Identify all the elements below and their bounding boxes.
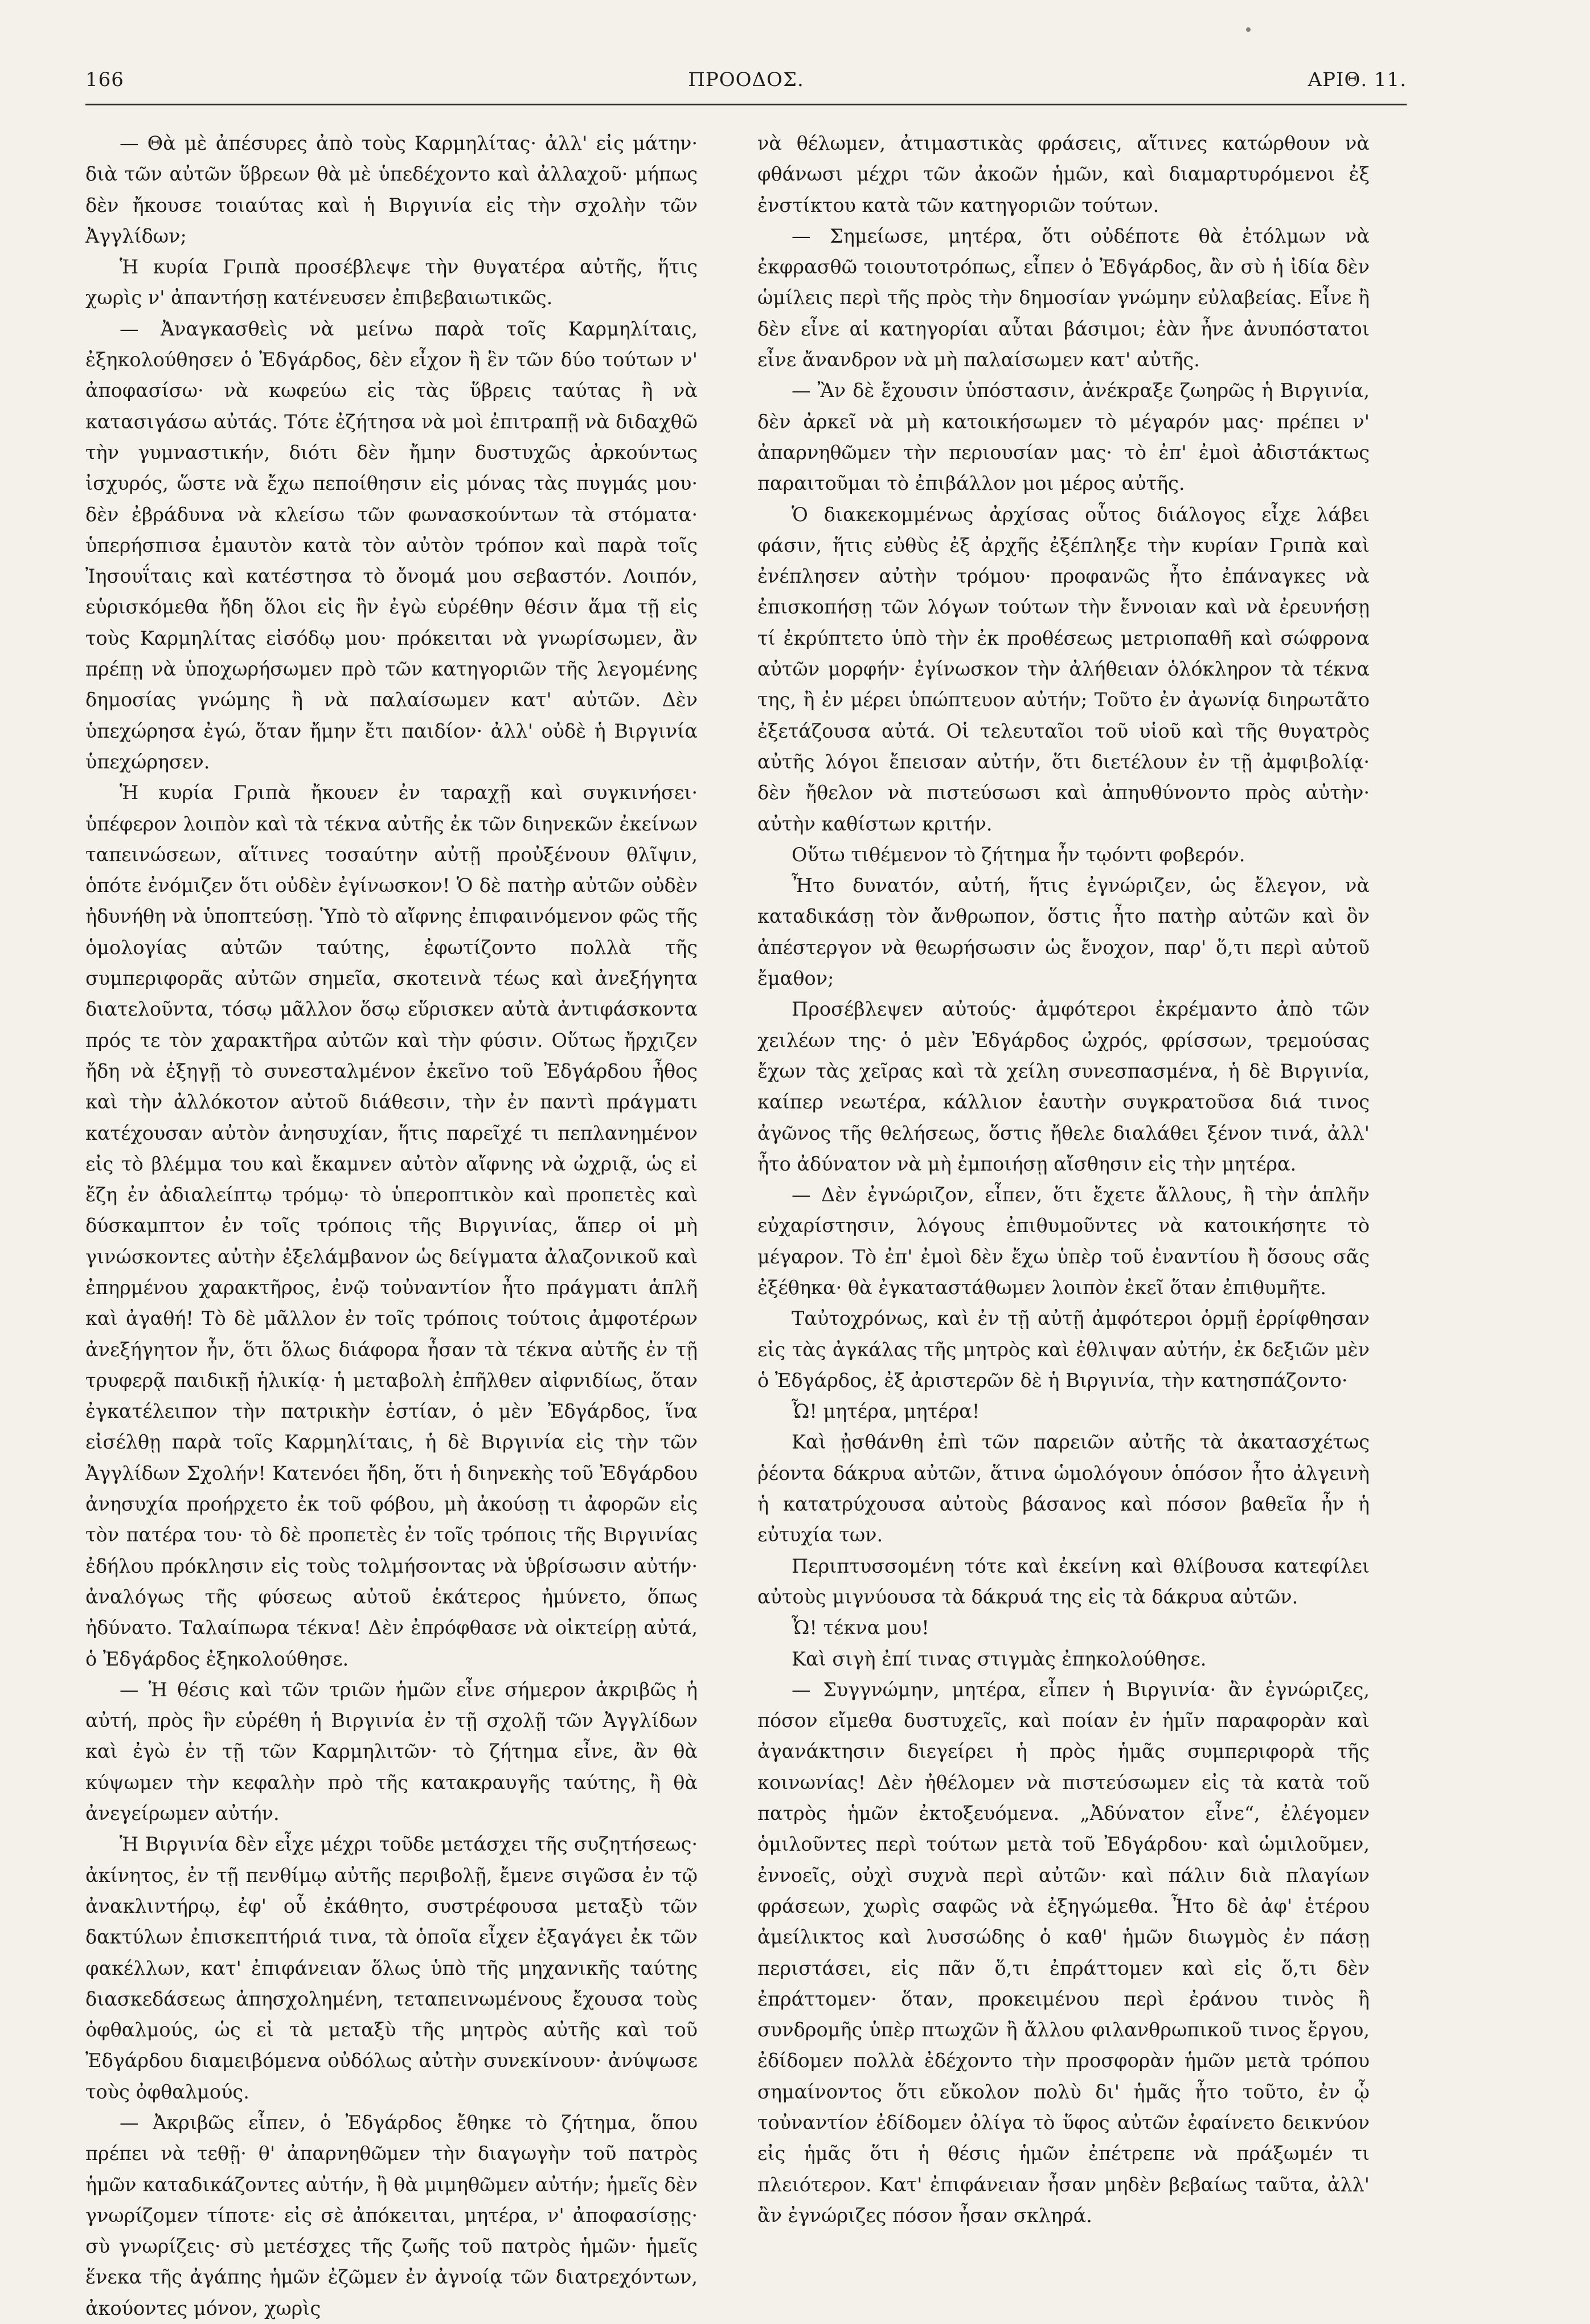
paragraph: Ὦ! τέκνα μου! bbox=[792, 1617, 929, 1639]
paragraph: Ἡ κυρία Γριπὰ ἤκουεν ἐν ταραχῇ καὶ συγκινήσει· ὑπέφερον λοιπὸν καὶ τὰ τέκνα αὐτῆς ἐκ τῶν διηνεκῶν ἐκείνων ταπεινώσεων, αἵτινες τοσαύτην αὐτῇ προὐξένουν θλῖψιν, ὁπότε ἐνόμιζεν ὅτι οὐδὲν ἐγίνωσκον! Ὁ δὲ πατὴρ αὐτῶν οὐδὲν ἠδυνήθη νὰ ὑποπτεύσῃ. Ὑπὸ τὸ αἴφνης ἐπιφαινόμενον φῶς τῆς ὁμολογίας αὐτῶν ταύτης, ἐφωτίζοντο πολλὰ τῆς συμπεριφορᾶς αὐτῶν σημεῖα, σκοτεινὰ τέως καὶ ἀνεξήγητα διατελοῦντα, τόσῳ μᾶλλον ὅσῳ εὕρισκεν αὐτὰ ἀντιφάσκοντα πρός τε τὸν χαρακτῆρα αὐτῶν καὶ τὴν φύσιν. Οὕτως ἤρχιζεν ἤδη νὰ ἐξηγῇ τὸ συνεσταλμένον ἐκεῖνο τοῦ Ἐδγάρδου ἦθος καὶ τὴν ἀλλόκοτον αὐτοῦ διάθεσιν, τὴν ἐν παντὶ πράγματι κατέχουσαν αὐτὸν ἀνησυχίαν, ἥτις παρεῖχέ τι πεπλανημένον εἰς τὸ βλέμμα του καὶ ἔκαμνεν αὐτὸν αἴφνης νὰ ὠχριᾷ, ὡς εἰ ἔζη ἐν ἀδιαλείπτῳ τρόμῳ· τὸ ὑπεροπτικὸν καὶ προπετὲς καὶ δύσκαμπτον ἐν τοῖς τρόποις τῆς Βιργινίας, ἅπερ οἱ μὴ γινώσκοντες αὐτὴν ἐξελάμβανον ὡς δείγματα ἀλαζονικοῦ καὶ ἐπηρμένου χαρακτῆρος, ἐνῷ τοὐναντίον ἦτο πράγματι ἁπλῆ καὶ ἀγαθή! Τὸ δὲ μᾶλλον ἐν τοῖς τρόποις τούτοις ἀμφοτέρων ἀνεξήγητον ἦν, ὅτι ὅλως διάφορα ἦσαν τὰ τέκνα αὐτῆς ἐν τῇ τρυφερᾷ παιδικῇ ἡλικίᾳ· ἡ μεταβολὴ ἐπῆλθεν αἰφνιδίως, ὅταν ἐγκατέλειπον τὴν πατρικὴν ἑστίαν, ὁ μὲν Ἐδγάρδος, ἵνα εἰσέλθῃ παρὰ τοῖς Καρμηλίταις, ἡ δὲ Βιργινία εἰς τὴν τῶν Ἀγγλίδων Σχολήν! Κατενόει ἤδη, ὅτι ἡ διηνεκὴς τοῦ Ἐδγάρδου ἀνησυχία προήρχετο ἐκ τοῦ φόβου, μὴ ἀκούσῃ τι ἀφορῶν εἰς τὸν πατέρα του· τὸ δὲ προπετὲς ἐν τοῖς τρόποις τῆς Βιργινίας ἐδήλου πρόκλησιν εἰς τοὺς τολμήσοντας νὰ ὑβρίσωσιν αὐτήν· ἀναλόγως τῆς φύσεως αὐτοῦ ἑκάτερος ἠμύνετο, ὅπως ἠδύνατο. Ταλαίπωρα τέκνα! Δὲν ἐπρόφθασε νὰ οἰκτείρῃ αὐτά, ὁ Ἐδγάρδος ἐξηκολούθησε. bbox=[85, 782, 698, 1670]
paragraph: — Θὰ μὲ ἀπέσυρες ἀπὸ τοὺς Καρμηλίτας· ἀλλ' εἰς μάτην· διὰ τῶν αὐτῶν ὕβρεων θὰ μὲ ὑπεδέχοντο καὶ ἀλλαχοῦ· μήπως δὲν ἤκουσε τοιαύτας καὶ ἡ Βιργινία εἰς τὴν σχολὴν τῶν Ἀγγλίδων; bbox=[85, 132, 698, 247]
paragraph: Ἦτο δυνατόν, αὐτή, ἥτις ἐγνώριζεν, ὡς ἔλεγον, νὰ καταδικάσῃ τὸν ἄνθρωπον, ὅστις ἦτο πατὴρ αὐτῶν καὶ ὃν ἀπέστεργον νὰ θεωρήσωσιν ὡς ἔνοχον, παρ' ὅ,τι περὶ αὐτοῦ ἔμαθον; bbox=[757, 874, 1370, 990]
paragraph: Ὦ! μητέρα, μητέρα! bbox=[792, 1400, 980, 1423]
paragraph: Καὶ ᾐσθάνθη ἐπὶ τῶν παρειῶν αὐτῆς τὰ ἀκατασχέτως ῥέοντα δάκρυα αὐτῶν, ἅτινα ὡμολόγουν ὁπόσον ἦτο ἀλγεινὴ ἡ κατατρύχουσα αὐτοὺς βάσανος καὶ πόσον βαθεῖα ἦν ἡ εὐτυχία των. bbox=[757, 1431, 1370, 1546]
paragraph: — Ἂν δὲ ἔχουσιν ὑπόστασιν, ἀνέκραξε ζωηρῶς ἡ Βιργινία, δὲν ἀρκεῖ νὰ μὴ κατοικήσωμεν τὸ μέγαρόν μας· πρέπει ν' ἀπαρνηθῶμεν τὴν περιουσίαν μας· τὸ ἐπ' ἐμοὶ ἀδιστάκτως παραιτοῦμαι τὸ ἐπιβάλλον μοι μέρος αὐτῆς. bbox=[757, 379, 1370, 495]
paragraph: — Συγγνώμην, μητέρα, εἶπεν ἡ Βιργινία· ἂν ἐγνώριζες, πόσον εἴμεθα δυστυχεῖς, καὶ ποίαν ἐν ἡμῖν παραφορὰν καὶ ἀγανάκτησιν διεγείρει ἡ πρὸς ἡμᾶς συμπεριφορὰ τῆς κοινωνίας! Δὲν ἠθέλομεν νὰ πιστεύσωμεν εἰς τὰ κατὰ τοῦ πατρὸς ἡμῶν ἐκτοξευόμενα. „Ἀδύνατον εἶνε“, ἐλέγομεν ὁμιλοῦντες περὶ τούτων μετὰ τοῦ Ἐδγάρδου· καὶ ὡμιλοῦμεν, ἐννοεῖς, οὐχὶ συχνὰ περὶ αὐτῶν· καὶ πάλιν διὰ πλαγίων φράσεων, χωρὶς σαφῶς νὰ ἐξηγώμεθα. Ἦτο δὲ ἀφ' ἑτέρου ἀμείλικτος καὶ λυσσώδης ὁ καθ' ἡμῶν διωγμὸς ἐν πάσῃ περιστάσει, εἰς πᾶν ὅ,τι ἐπράττομεν καὶ εἰς ὅ,τι δὲν ἐπράττομεν· ὅταν, προκειμένου περὶ ἐράνου τινὸς ἢ συνδρομῆς ὑπὲρ πτωχῶν ἢ ἄλλου φιλανθρωπικοῦ τινος ἔργου, ἐδίδομεν πολλὰ ἐδέχοντο τὴν προσφορὰν ἡμῶν μετὰ τρόπου σημαίνοντος ὅτι εὔκολον πολὺ δι' ἡμᾶς ἦτο τοῦτο, ἐν ᾧ τοὐναντίον ἐδίδομεν ὀλίγα τὸ ὕφος αὐτῶν ἐφαίνετο δεικνύον εἰς ἡμᾶς ὅτι ἡ θέσις ἡμῶν ἐπέτρεπε νὰ πράξωμέν τι πλειότερον. Κατ' ἐπιφάνειαν ἦσαν μηδὲν βεβαίως ταῦτα, ἀλλ' ἂν ἐγνώριζες πόσον ἦσαν σκληρά. bbox=[757, 1678, 1370, 2227]
page-number: 166 bbox=[85, 68, 124, 91]
header-rule bbox=[85, 104, 1407, 105]
print-speck bbox=[1246, 27, 1251, 32]
paragraph: Προσέβλεψεν αὐτούς· ἀμφότεροι ἐκρέμαντο ἀπὸ τῶν χειλέων της· ὁ μὲν Ἐδγάρδος ὠχρός, φρίσσων, τρεμούσας ἔχων τὰς χεῖρας καὶ τὰ χείλη συνεσπασμένα, ἡ δὲ Βιργινία, καίπερ νεωτέρα, κάλλιον ἑαυτὴν συγκρατοῦσα διά τινος ἀγῶνος τῆς θελήσεως, ὅστις ἤθελε διαλάθει ξένον τινά, ἀλλ' ἦτο ἀδύνατον νὰ μὴ ἐμποιήσῃ αἴσθησιν εἰς τὴν μητέρα. bbox=[757, 998, 1370, 1175]
paragraph: — Ἡ θέσις καὶ τῶν τριῶν ἡμῶν εἶνε σήμερον ἀκριβῶς ἡ αὐτή, πρὸς ἣν εὑρέθη ἡ Βιργινία ἐν τῇ σχολῇ τῶν Ἀγγλίδων καὶ ἐγὼ ἐν τῇ τῶν Καρμηλιτῶν· τὸ ζήτημα εἶνε, ἂν θὰ κύψωμεν τὴν κεφαλὴν πρὸ τῆς κατακραυγῆς ταύτης, ἢ θὰ ἀνεγείρωμεν αὐτήν. bbox=[85, 1678, 698, 1825]
issue-number: ΑΡΙΘ. 11. bbox=[1308, 68, 1407, 91]
paragraph: Καὶ σιγὴ ἐπί τινας στιγμὰς ἐπηκολούθησε. bbox=[792, 1647, 1207, 1670]
paragraph: — Ἀκριβῶς εἶπεν, ὁ Ἐδγάρδος ἔθηκε τὸ ζήτημα, ὅπου πρέπει νὰ τεθῇ· θ' ἀπαρνηθῶμεν τὴν διαγωγὴν τοῦ πατρὸς ἡμῶν καταδικάζοντες αὐτήν, ἢ θὰ μιμηθῶμεν αὐτήν; ἡμεῖς δὲν γνωρίζομεν τίποτε· εἰς σὲ ἀπόκειται, μητέρα, ν' ἀποφασίσῃς· σὺ γνωρίζεις· σὺ μετέσχες τῆς ζωῆς τοῦ πατρὸς ἡμῶν· ἡμεῖς ἕνεκα τῆς ἀγάπης ἡμῶν ἐζῶμεν ἐν ἀγνοίᾳ τῶν διατρεχόντων, ἀκούοντες μόνον, χωρὶς bbox=[85, 2112, 698, 2319]
paragraph: Οὕτω τιθέμενον τὸ ζήτημα ἦν τῳόντι φοβερόν. bbox=[792, 843, 1245, 866]
page-header bbox=[85, 68, 1407, 108]
paragraph: — Σημείωσε, μητέρα, ὅτι οὐδέποτε θὰ ἐτόλμων νὰ ἐκφρασθῶ τοιουτοτρόπως, εἶπεν ὁ Ἐδγάρδος, ἂν σὺ ἡ ἰδία δὲν ὡμίλεις περὶ τῆς πρὸς τὴν δημοσίαν γνώμην εὐλαβείας. Εἶνε ἢ δὲν εἶνε αἱ κατηγορίαι αὗται βάσιμοι; ἐὰν ἦνε ἀνυπόστατοι εἶνε ἄνανδρον νὰ μὴ παλαίσωμεν κατ' αὐτῆς. bbox=[757, 224, 1370, 371]
left-column bbox=[85, 128, 698, 2319]
paragraph: Ὁ διακεκομμένως ἀρχίσας οὗτος διάλογος εἶχε λάβει φάσιν, ἥτις εὐθὺς ἐξ ἀρχῆς ἐξέπληξε τὴν κυρίαν Γριπὰ καὶ ἐνέπλησεν αὐτὴν τρόμου· προφανῶς ἦτο ἐπάναγκες νὰ ἐπισκοπήσῃ τῶν λόγων τούτων τὴν ἔννοιαν καὶ νὰ ἐρευνήσῃ τί ἐκρύπτετο ὑπὸ τὴν ἐκ προθέσεως μετριοπαθῆ καὶ σώφρονα αὐτῶν μορφήν· ἐγίνωσκον τὴν ἀλήθειαν ὁλόκληρον τὰ τέκνα της, ἢ ἐν μέρει ὑπώπτευον αὐτήν; Τοῦτο ἐν ἀγωνίᾳ διηρωτᾶτο ἐξετάζουσα αὐτά. Οἱ τελευταῖοι τοῦ υἱοῦ καὶ τῆς θυγατρὸς αὐτῆς λόγοι ἔπεισαν αὐτήν, ὅτι διετέλουν ἐν τῇ ἀμφιβολίᾳ· δὲν ἤθελον νὰ πιστεύσωσι καὶ ἀπηυθύνοντο πρὸς αὐτὴν· αὐτὴν καθίστων κριτήν. bbox=[757, 503, 1370, 835]
journal-title: ΠΡΟΟΔΟΣ. bbox=[688, 68, 804, 91]
paragraph: Ἡ Βιργινία δὲν εἶχε μέχρι τοῦδε μετάσχει τῆς συζητήσεως· ἀκίνητος, ἐν τῇ πενθίμῳ αὐτῆς περιβολῇ, ἔμενε σιγῶσα ἐν τῷ ἀνακλιντήρῳ, ἐφ' οὗ ἐκάθητο, συστρέφουσα μεταξὺ τῶν δακτύλων ἐπισκεπτήριά τινα, τὰ ὁποῖα εἶχεν ἐξαγάγει ἐκ τῶν φακέλλων, κατ' ἐπιφάνειαν ὅλως ὑπὸ τῆς μηχανικῆς ταύτης διασκεδάσεως ἀπησχολημένη, τεταπεινωμένους ἔχουσα τοὺς ὀφθαλμούς, ὡς εἰ τὰ μεταξὺ τῆς μητρὸς αὐτῆς καὶ τοῦ Ἐδγάρδου διαμειβόμενα οὐδόλως αὐτὴν συνεκίνουν· ἀνύψωσε τοὺς ὀφθαλμούς. bbox=[85, 1833, 698, 2103]
paragraph: Περιπτυσσομένη τότε καὶ ἐκείνη καὶ θλίβουσα κατεφίλει αὐτοὺς μιγνύουσα τὰ δάκρυά της εἰς τὰ δάκρυα αὐτῶν. bbox=[757, 1554, 1370, 1608]
right-column bbox=[757, 128, 1370, 2227]
paragraph: — Δὲν ἐγνώριζον, εἶπεν, ὅτι ἔχετε ἄλλους, ἢ τὴν ἁπλῆν εὐχαρίστησιν, λόγους ἐπιθυμοῦντες νὰ κατοικήσητε τὸ μέγαρον. Τὸ ἐπ' ἐμοὶ δὲν ἔχω ὑπὲρ τοῦ ἐναντίου ἢ ὅσους σᾶς ἐξέθηκα· θὰ ἐγκαταστάθωμεν λοιπὸν ἐκεῖ ὅταν ἐπιθυμῆτε. bbox=[757, 1184, 1370, 1299]
paragraph: Ταὐτοχρόνως, καὶ ἐν τῇ αὐτῇ ἀμφότεροι ὁρμῇ ἐρρίφθησαν εἰς τὰς ἀγκάλας τῆς μητρὸς καὶ ἐθλιψαν αὐτήν, ἐκ δεξιῶν μὲν ὁ Ἐδγάρδος, ἐξ ἀριστερῶν δὲ ἡ Βιργινία, τὴν κατησπάζοντο· bbox=[757, 1307, 1370, 1392]
paragraph: νὰ θέλωμεν, ἀτιμαστικὰς φράσεις, αἵτινες κατώρθουν νὰ φθάνωσι μέχρι τῶν ἀκοῶν ἡμῶν, καὶ διαμαρτυρόμενοι ἐξ ἐνστίκτου κατὰ τῶν κατηγοριῶν τούτων. bbox=[757, 132, 1370, 216]
paragraph: Ἡ κυρία Γριπὰ προσέβλεψε τὴν θυγατέρα αὐτῆς, ἥτις χωρὶς ν' ἀπαντήσῃ κατένευσεν ἐπιβεβαιωτικῶς. bbox=[85, 256, 698, 309]
paragraph: — Ἀναγκασθεὶς νὰ μείνω παρὰ τοῖς Καρμηλίταις, ἐξηκολούθησεν ὁ Ἐδγάρδος, δὲν εἶχον ἢ ἓν τῶν δύο τούτων ν' ἀποφασίσω· νὰ κωφεύω εἰς τὰς ὕβρεις ταύτας ἢ νὰ κατασιγάσω αὐτάς. Τότε ἐζήτησα νὰ μοὶ ἐπιτραπῇ νὰ διδαχθῶ τὴν γυμναστικήν, διότι δὲν ἤμην δυστυχῶς ἀρκούντως ἰσχυρός, ὥστε νὰ ἔχω πεποίθησιν εἰς μόνας τὰς πυγμάς μου· δὲν ἐβράδυνα νὰ κλείσω τῶν φωνασκούντων τὰ στόματα· ὑπερήσπισα ἐμαυτὸν κατὰ τὸν αὐτὸν τρόπον καὶ παρὰ τοῖς Ἰησουΐταις καὶ κατέστησα τὸ ὄνομά μου σεβαστόν. Λοιπόν, εὑρισκόμεθα ἤδη ὅλοι εἰς ἣν ἐγὼ εὑρέθην θέσιν ἅμα τῇ εἰς τοὺς Καρμηλίτας εἰσόδῳ μου· πρόκειται νὰ γνωρίσωμεν, ἂν πρέπῃ νὰ ὑποχωρήσωμεν πρὸ τῶν κατηγοριῶν τῆς λεγομένης δημοσίας γνώμης ἢ νὰ παλαίσωμεν κατ' αὐτῶν. Δὲν ὑπεχώρησα ἐγώ, ὅταν ἤμην ἔτι παιδίον· ἀλλ' οὐδὲ ἡ Βιργινία ὑπεχώρησεν. bbox=[85, 317, 698, 773]
